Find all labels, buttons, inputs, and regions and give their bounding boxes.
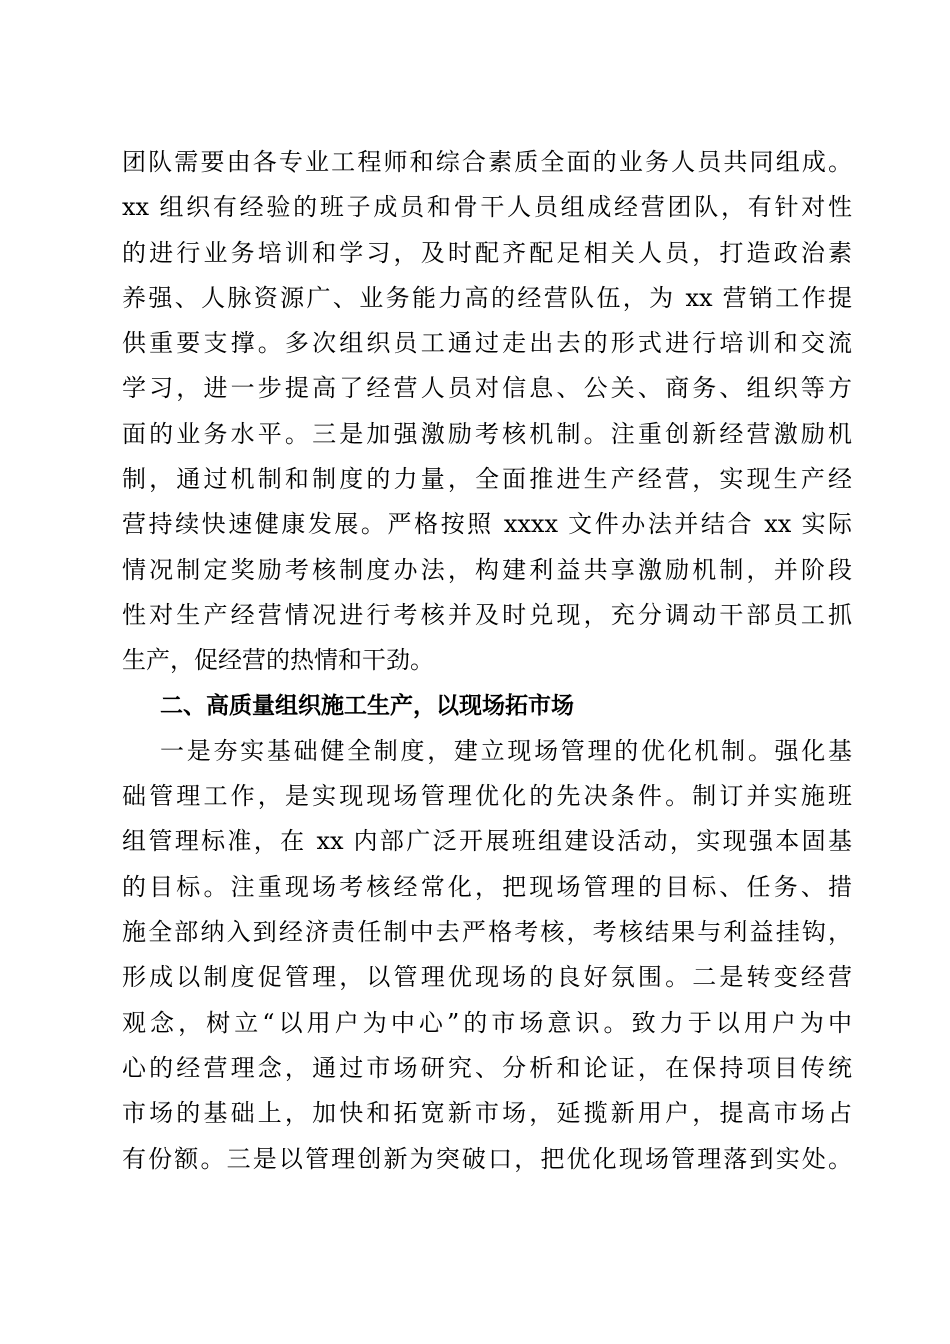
text-line: 制，通过机制和制度的力量，全面推进生产经营，实现生产经 bbox=[122, 465, 852, 494]
text-line: 的目标。注重现场考核经常化，把现场管理的目标、任务、措 bbox=[122, 872, 852, 901]
paragraph-2 bbox=[122, 729, 852, 1182]
text-line: 心的经营理念，通过市场研究、分析和论证，在保持项目传统 bbox=[122, 1053, 852, 1082]
text-line: 一是夯实基础健全制度，建立现场管理的优化机制。强化基 bbox=[160, 736, 852, 765]
text-line: 情况制定奖励考核制度办法，构建利益共享激励机制，并阶段 bbox=[122, 555, 852, 584]
paragraph-1 bbox=[122, 140, 852, 684]
text-line: 础管理工作，是实现现场管理优化的先决条件。制订并实施班 bbox=[122, 782, 852, 811]
text-line: 学习，进一步提高了经营人员对信息、公关、商务、组织等方 bbox=[122, 374, 852, 403]
text-line: 有份额。三是以管理创新为突破口，把优化现场管理落到实处。 bbox=[122, 1144, 852, 1173]
text-line: xx 组织有经验的班子成员和骨干人员组成经营团队，有针对性 bbox=[122, 193, 852, 222]
text-line: 营持续快速健康发展。严格按照 xxxx 文件办法并结合 xx 实际 bbox=[122, 510, 852, 539]
text-line: 面的业务水平。三是加强激励考核机制。注重创新经营激励机 bbox=[122, 419, 852, 448]
text-line: 生产，促经营的热情和干劲。 bbox=[122, 646, 434, 675]
text-line: 组管理标准，在 xx 内部广泛开展班组建设活动，实现强本固基 bbox=[122, 827, 852, 856]
section-heading: 二、高质量组织施工生产，以现场拓市场 bbox=[160, 692, 574, 719]
text-line: 观念，树立“以用户为中心”的市场意识。致力于以用户为中 bbox=[122, 1008, 852, 1037]
text-line: 形成以制度促管理，以管理优现场的良好氛围。二是转变经营 bbox=[122, 963, 852, 992]
text-line: 施全部纳入到经济责任制中去严格考核，考核结果与利益挂钩， bbox=[122, 918, 852, 947]
text-line: 的进行业务培训和学习，及时配齐配足相关人员，打造政治素 bbox=[122, 238, 852, 267]
text-line: 养强、人脉资源广、业务能力高的经营队伍，为 xx 营销工作提 bbox=[122, 283, 852, 312]
text-line: 供重要支撑。多次组织员工通过走出去的形式进行培训和交流 bbox=[122, 329, 852, 358]
text-line: 团队需要由各专业工程师和综合素质全面的业务人员共同组成。 bbox=[122, 148, 852, 176]
text-line: 性对生产经营情况进行考核并及时兑现，充分调动干部员工抓 bbox=[122, 600, 852, 629]
document-body bbox=[122, 140, 852, 1182]
text-line: 市场的基础上，加快和拓宽新市场，延揽新用户，提高市场占 bbox=[122, 1099, 852, 1128]
